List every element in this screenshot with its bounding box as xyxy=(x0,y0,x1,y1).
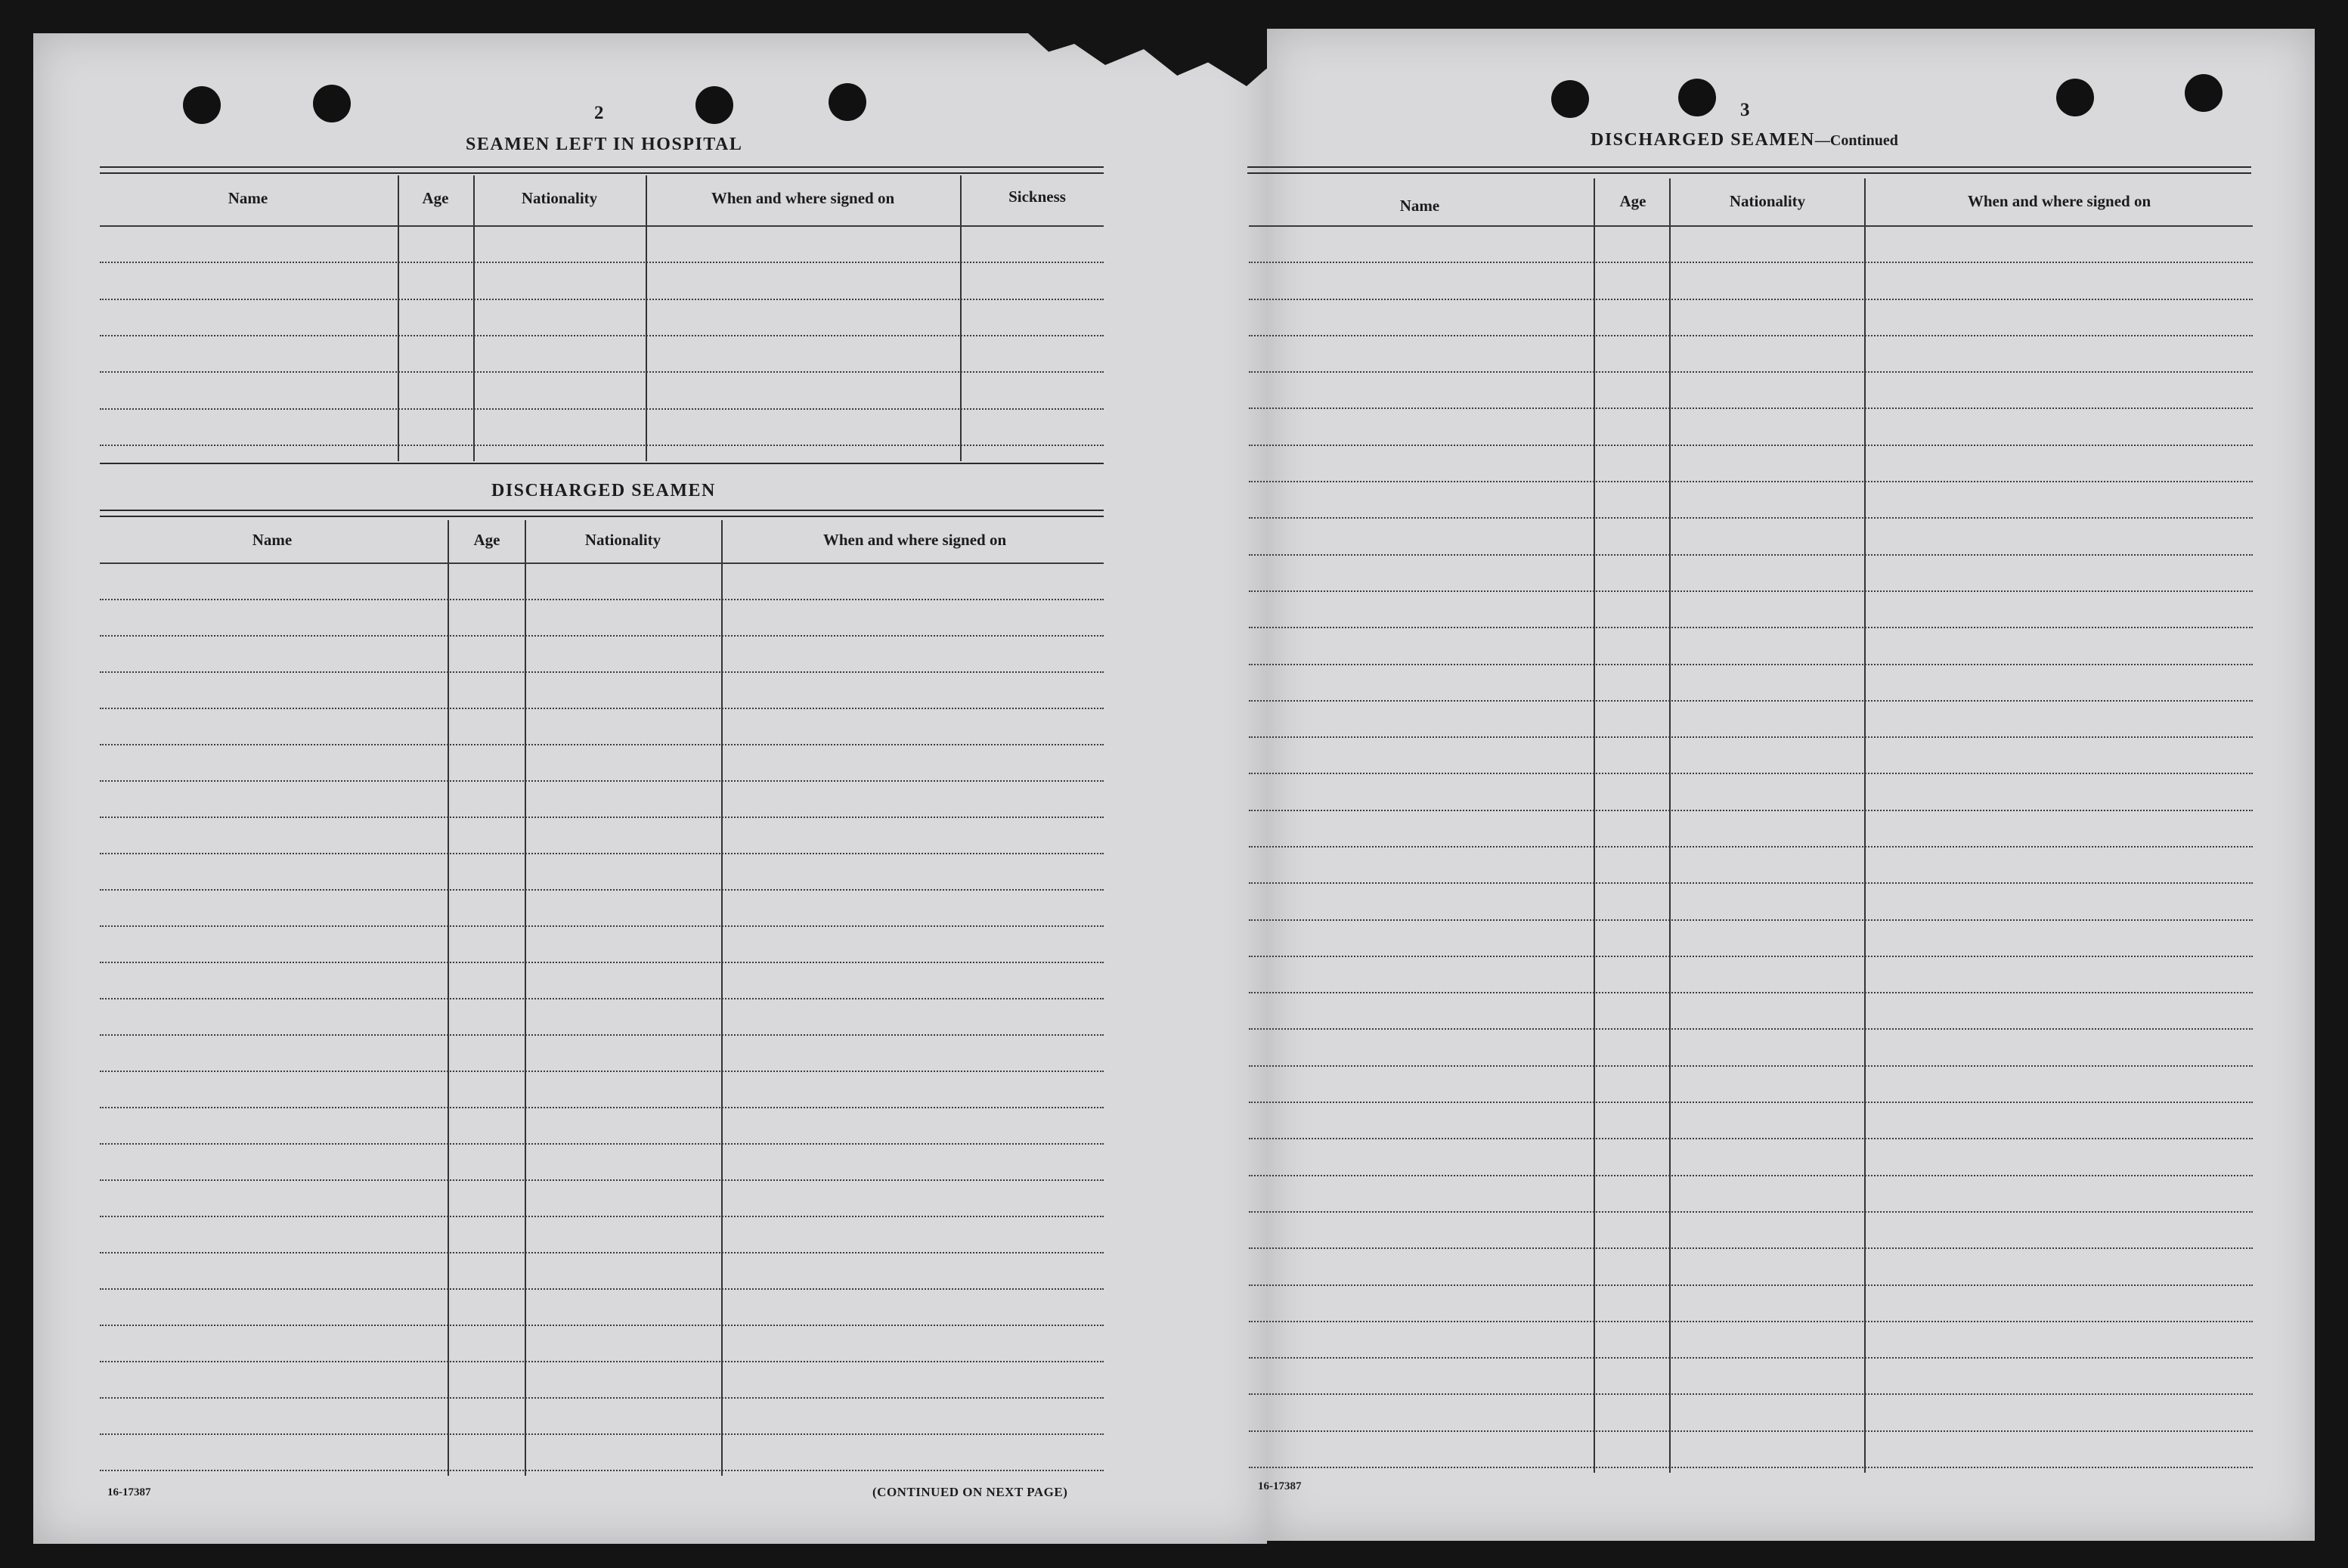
blank-row-line xyxy=(1249,481,2253,482)
blank-row-line xyxy=(1249,627,2253,628)
blank-row-line xyxy=(100,1397,1104,1399)
header-underline xyxy=(1249,225,2253,227)
column-header-signed-on: When and where signed on xyxy=(711,189,895,207)
blank-row-line xyxy=(1249,1028,2253,1030)
blank-row-line xyxy=(100,299,1104,300)
punch-hole xyxy=(1551,80,1589,118)
blank-row-line xyxy=(100,671,1104,673)
blank-row-line xyxy=(1249,299,2253,300)
blank-row-line xyxy=(1249,700,2253,702)
blank-row-line xyxy=(1249,1430,2253,1432)
blank-row-line xyxy=(100,408,1104,410)
blank-row-line xyxy=(1249,992,2253,993)
blank-row-line xyxy=(100,962,1104,963)
punch-hole xyxy=(695,86,733,124)
column-header-signed-on: When and where signed on xyxy=(1967,192,2151,210)
header-underline xyxy=(100,225,1104,227)
blank-row-line xyxy=(100,708,1104,709)
punch-hole xyxy=(183,86,221,124)
blank-row-line xyxy=(1249,882,2253,884)
blank-row-line xyxy=(100,1107,1104,1108)
blank-row-line xyxy=(1249,1284,2253,1286)
page-number: 3 xyxy=(1740,100,1750,120)
blank-row-line xyxy=(1249,1321,2253,1322)
blank-row-line xyxy=(1249,1138,2253,1139)
section-rule xyxy=(100,166,1104,168)
title-main: DISCHARGED SEAMEN xyxy=(1591,130,1815,150)
blank-row-line xyxy=(1249,956,2253,957)
column-header-age: Age xyxy=(422,189,449,207)
hospital-table xyxy=(100,175,1104,461)
blank-row-line xyxy=(1249,773,2253,774)
blank-row-line xyxy=(1249,517,2253,519)
blank-row-line xyxy=(100,262,1104,263)
punch-hole xyxy=(829,83,866,121)
blank-row-line xyxy=(100,925,1104,927)
column-divider xyxy=(960,175,962,461)
blank-row-line xyxy=(100,1034,1104,1036)
discharged-table xyxy=(100,520,1104,1476)
title-suffix: —Continued xyxy=(1814,132,1898,149)
blank-row-line xyxy=(100,1179,1104,1181)
blank-row-line xyxy=(100,853,1104,854)
punch-hole xyxy=(2185,74,2223,112)
section-rule xyxy=(100,516,1104,517)
blank-row-line xyxy=(100,445,1104,446)
blank-row-line xyxy=(1249,262,2253,263)
blank-row-line xyxy=(100,1288,1104,1290)
punch-hole xyxy=(2056,79,2094,116)
section-rule xyxy=(100,463,1104,464)
column-header-sickness: Sickness xyxy=(1008,187,1066,206)
blank-row-line xyxy=(100,1325,1104,1326)
blank-row-line xyxy=(1249,335,2253,336)
blank-row-line xyxy=(100,1216,1104,1217)
blank-row-line xyxy=(100,371,1104,373)
blank-row-line xyxy=(1249,1211,2253,1213)
section-rule xyxy=(1247,172,2251,174)
blank-row-line xyxy=(1249,554,2253,556)
blank-row-line xyxy=(100,1361,1104,1362)
blank-row-line xyxy=(100,1252,1104,1253)
blank-row-line xyxy=(1249,407,2253,409)
blank-row-line xyxy=(1249,1247,2253,1249)
blank-row-line xyxy=(100,1470,1104,1471)
blank-row-line xyxy=(100,780,1104,782)
column-header-age: Age xyxy=(1619,192,1646,210)
blank-row-line xyxy=(100,599,1104,600)
blank-row-line xyxy=(100,889,1104,891)
column-divider xyxy=(473,175,475,461)
section-rule xyxy=(100,510,1104,511)
discharged-section-title: DISCHARGED SEAMEN xyxy=(491,481,716,500)
blank-row-line xyxy=(1249,371,2253,373)
form-number: 16-17387 xyxy=(1258,1480,1302,1492)
punch-hole xyxy=(1678,79,1716,116)
blank-row-line xyxy=(1249,919,2253,921)
blank-row-line xyxy=(1249,590,2253,592)
blank-row-line xyxy=(100,1433,1104,1435)
punch-hole xyxy=(313,85,351,122)
blank-row-line xyxy=(100,1143,1104,1145)
column-header-name: Name xyxy=(1399,197,1440,215)
section-rule xyxy=(100,172,1104,174)
blank-row-line xyxy=(1249,736,2253,738)
column-header-name: Name xyxy=(228,189,268,207)
form-number: 16-17387 xyxy=(107,1486,151,1498)
discharged-continued-table xyxy=(1249,178,2253,1473)
column-header-nationality: Nationality xyxy=(1729,192,1806,210)
column-header-age: Age xyxy=(473,531,500,549)
header-underline xyxy=(100,562,1104,564)
blank-row-line xyxy=(1249,1357,2253,1359)
discharged-continued-title xyxy=(1591,130,1898,150)
blank-row-line xyxy=(1249,445,2253,446)
blank-row-line xyxy=(1249,1102,2253,1103)
column-divider xyxy=(646,175,647,461)
blank-row-line xyxy=(100,744,1104,745)
column-header-nationality: Nationality xyxy=(521,189,598,207)
blank-row-line xyxy=(100,635,1104,637)
column-header-signed-on: When and where signed on xyxy=(822,531,1007,549)
column-divider xyxy=(398,175,399,461)
blank-row-line xyxy=(1249,664,2253,665)
section-rule xyxy=(1247,166,2251,168)
blank-row-line xyxy=(1249,1175,2253,1176)
continued-note: (CONTINUED ON NEXT PAGE) xyxy=(872,1485,1068,1499)
column-header-nationality: Nationality xyxy=(584,531,661,549)
blank-row-line xyxy=(100,335,1104,336)
column-header-name: Name xyxy=(252,531,293,549)
hospital-section-title: SEAMEN LEFT IN HOSPITAL xyxy=(466,135,743,154)
page-number: 2 xyxy=(594,103,604,123)
blank-row-line xyxy=(100,817,1104,818)
blank-row-line xyxy=(1249,1393,2253,1395)
blank-row-line xyxy=(1249,1467,2253,1468)
blank-row-line xyxy=(1249,810,2253,811)
blank-row-line xyxy=(100,1071,1104,1072)
blank-row-line xyxy=(1249,846,2253,848)
blank-row-line xyxy=(1249,1065,2253,1067)
blank-row-line xyxy=(100,998,1104,999)
